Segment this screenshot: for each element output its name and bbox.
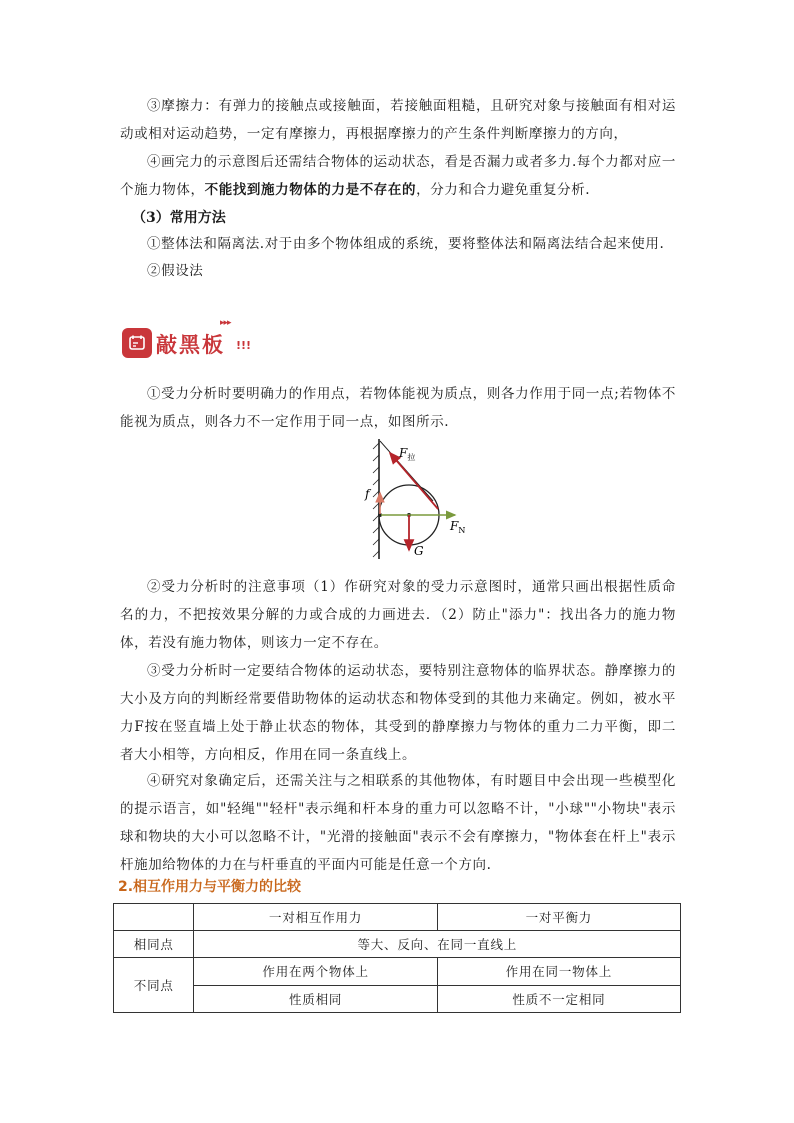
board-icon — [122, 328, 152, 358]
diagram-check-item — [120, 148, 676, 204]
table-row-diff-2 — [114, 985, 681, 1013]
key-points-banner — [122, 318, 322, 360]
gravity-label: G — [414, 544, 424, 558]
table-header-row — [114, 904, 681, 931]
normal-label — [449, 519, 465, 535]
method-item-2: ②假设法 — [147, 263, 204, 279]
item4-text-b: ，分力和合力避免重复分析. — [416, 182, 591, 198]
item4-bold-text: 不能找到施力物体的力是不存在的 — [204, 182, 417, 198]
banner-title: 敲黑板 — [156, 333, 225, 357]
diff-2-interaction-cell: 性质相同 — [194, 985, 437, 1013]
table-header-balance: 一对平衡力 — [437, 904, 680, 931]
item4-text-a: ④画完力的示意图后还需结合物体的运动状态，看是否漏力或者多力.每个力都对应一个施力物体， — [120, 154, 676, 198]
pull-label — [398, 446, 415, 462]
note-1: ①受力分析时要明确力的作用点，若物体能视为质点，则各力作用于同一点;若物体不能视为质点，则各力不一定作用于同一点，如图所示. — [120, 386, 676, 430]
methods-heading: （3）常用方法 — [132, 210, 226, 226]
wall — [373, 439, 379, 559]
force-diagram — [360, 435, 470, 560]
table-header-blank — [114, 904, 194, 931]
note-3: ③受力分析时一定要结合物体的运动状态，要特别注意物体的临界状态。静摩擦力的大小及方向的判断经常要借助物体的运动状态和物体受到的其他力来确定。例如，被水平力F按在竖直墙上处于静止状态的物体，其受到的静摩擦力与物体的重力二力平衡，即二者大小相等，方向相反，作用在同一条直线上。 — [120, 663, 676, 763]
normal-label-sub: N — [458, 526, 466, 535]
note-4: ④研究对象确定后，还需关注与之相联系的其他物体，有时题目中会出现一些模型化的提示语言，如"轻绳""轻杆"表示绳和杆本身的重力可以忽略不计，"小球""小物块"表示球和物块的大小可以忽略不计，"光滑的接触面"表示不会有摩擦力，"物体套在杆上"表示杆施加给物体的力在与杆垂直的平面内可能是任意一个方向. — [120, 773, 676, 873]
normal-label-main: F — [450, 519, 459, 533]
section-2-title: 2.相互作用力与平衡力的比较 — [118, 879, 302, 895]
comparison-table — [113, 903, 681, 1013]
pull-label-main: F — [399, 446, 408, 460]
banner-arrows: ▸▸▸ — [220, 318, 231, 328]
same-label-cell: 相同点 — [114, 931, 194, 958]
diff-1-interaction-cell: 作用在两个物体上 — [194, 958, 437, 986]
diff-2-balance-cell: 性质不一定相同 — [437, 985, 680, 1013]
pull-label-sub: 拉 — [407, 453, 416, 462]
friction-item: ③摩擦力：有弹力的接触点或接触面，若接触面粗糙，且研究对象与接触面有相对运动或相对运动趋势，一定有摩擦力，再根据摩擦力的产生条件判断摩擦力的方向， — [120, 98, 676, 142]
diff-1-balance-cell: 作用在同一物体上 — [437, 958, 680, 986]
banner-exclamation: !!! — [236, 339, 252, 352]
table-row-diff-1 — [114, 958, 681, 986]
table-row-same — [114, 931, 681, 958]
note-2: ②受力分析时的注意事项（1）作研究对象的受力示意图时，通常只画出根据性质命名的力，不把按效果分解的力或合成的力画进去．（2）防止"添力"：找出各力的施力物体，若没有施力物体，则该力一定不存在。 — [120, 579, 676, 651]
method-item-1: ①整体法和隔离法.对于由多个物体组成的系统，要将整体法和隔离法结合起来使用. — [147, 236, 665, 252]
diff-label-cell: 不同点 — [114, 958, 194, 1013]
friction-label: f — [365, 487, 370, 501]
same-value-cell: 等大、反向、在同一直线上 — [194, 931, 681, 958]
table-header-interaction: 一对相互作用力 — [194, 904, 437, 931]
